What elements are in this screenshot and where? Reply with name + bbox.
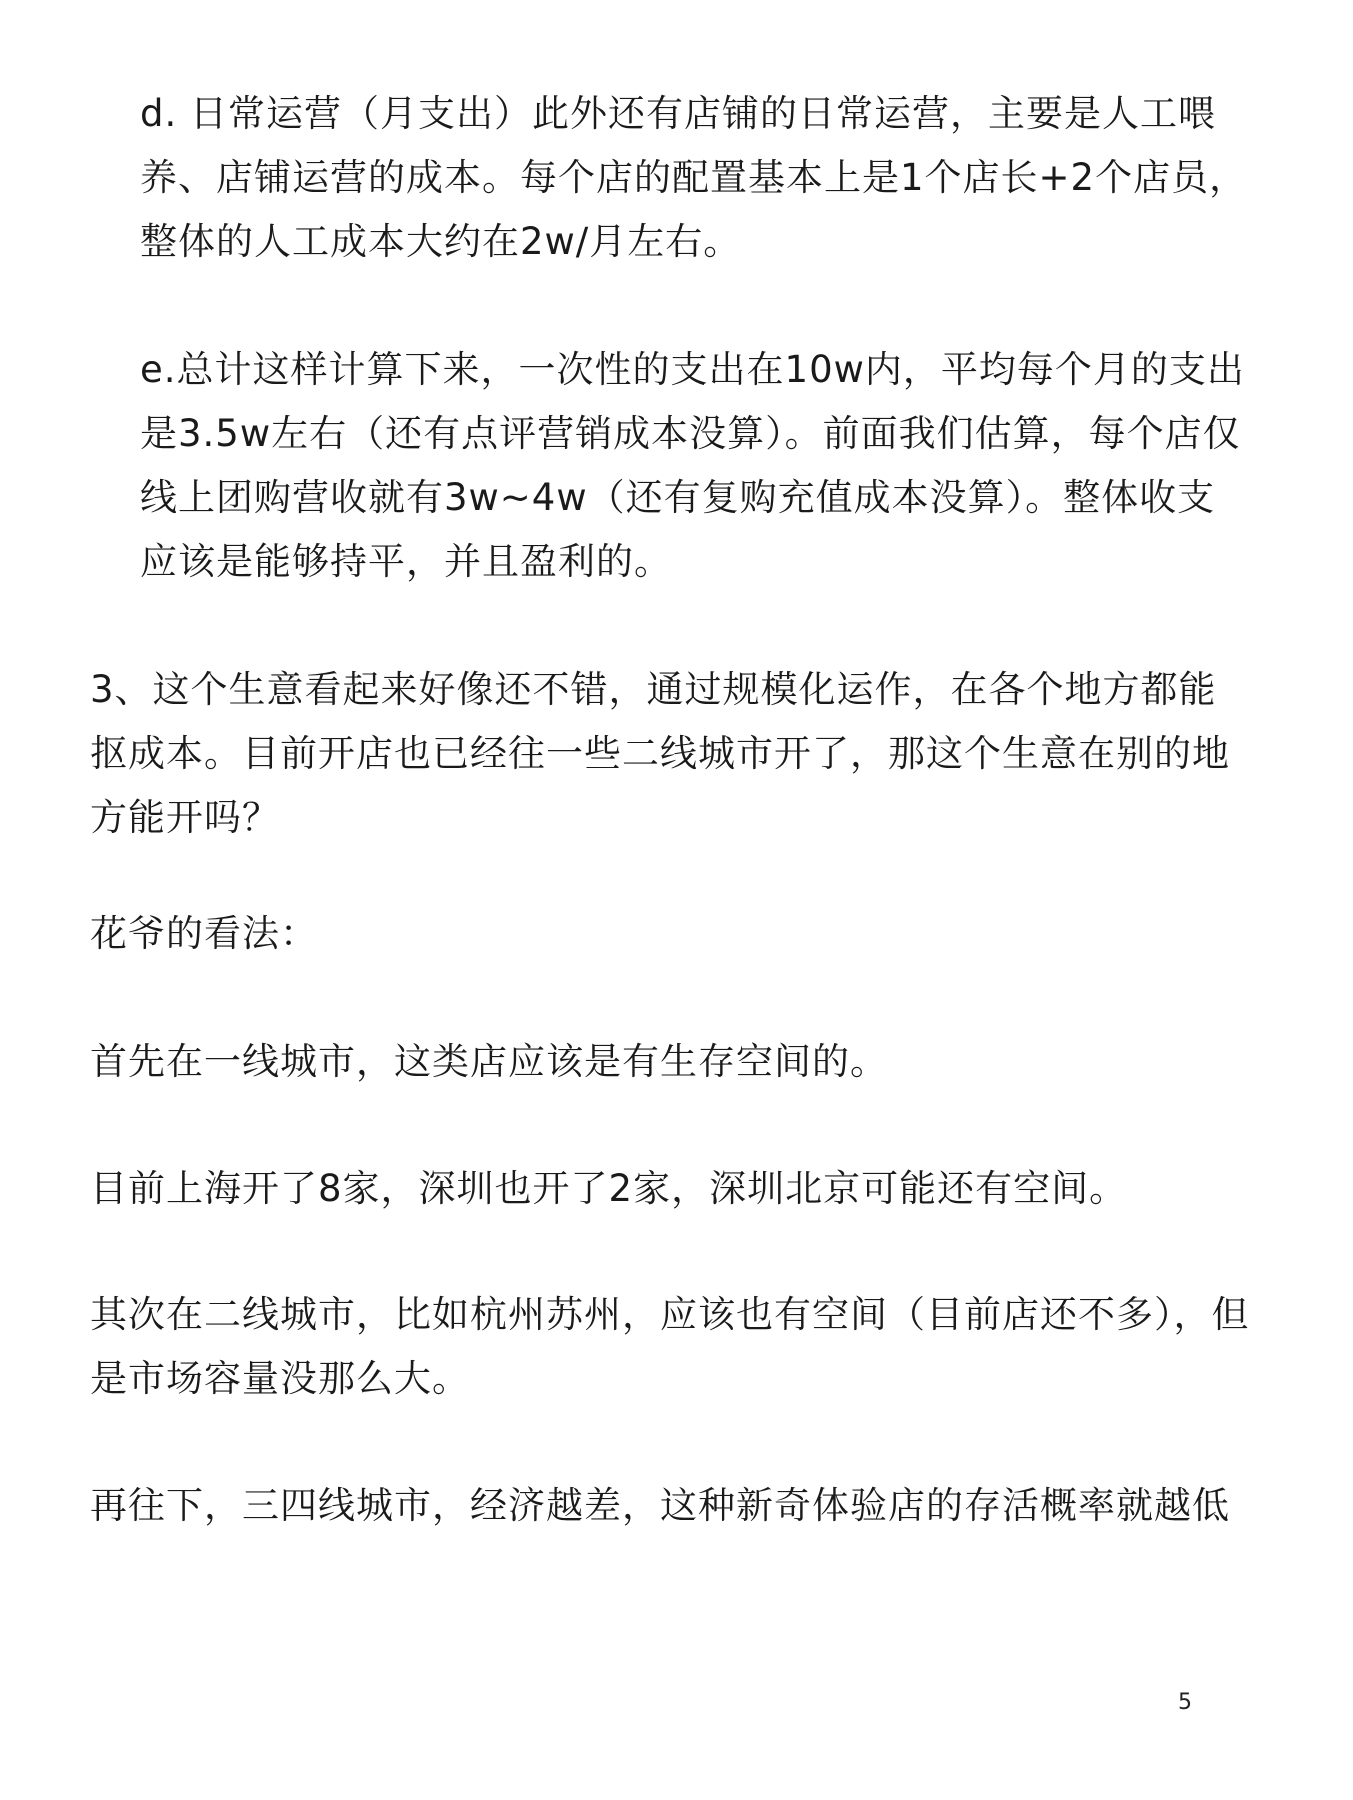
paragraph-tier2-cities: 其次在二线城市，比如杭州苏州，应该也有空间（目前店还不多），但是市场容量没那么大。 — [90, 1293, 1250, 1400]
paragraph-tier1-cities: 首先在一线城市，这类店应该是有生存空间的。 — [90, 1040, 888, 1083]
paragraph-tier3-4-cities: 再往下，三四线城市，经济越差，这种新奇体验店的存活概率就越低 — [90, 1484, 1230, 1527]
paragraph-opinion-heading: 花爷的看法： — [90, 912, 318, 955]
page-number: 5 — [1178, 1690, 1192, 1715]
paragraph-daily-operations: d. 日常运营（月支出）此外还有店铺的日常运营，主要是人工喂养、店铺运营的成本。每个店的配置基本上是1个店长+2个店员，整体的人工成本大约在2w/月左右。 — [140, 92, 1248, 263]
paragraph-store-counts: 目前上海开了8家，深圳也开了2家，深圳北京可能还有空间。 — [90, 1167, 1128, 1210]
paragraph-question-3: 3、这个生意看起来好像还不错，通过规模化运作，在各个地方都能抠成本。目前开店也已经往一些二线城市开了，那这个生意在别的地方能开吗？ — [90, 668, 1230, 839]
paragraph-total-calculation: e.总计这样计算下来，一次性的支出在10w内，平均每个月的支出是3.5w左右（还有点评营销成本没算）。前面我们估算，每个店仅线上团购营收就有3w~4w（还有复购充值成本没算）。整体收支应该是能够持平，并且盈利的。 — [140, 348, 1245, 583]
